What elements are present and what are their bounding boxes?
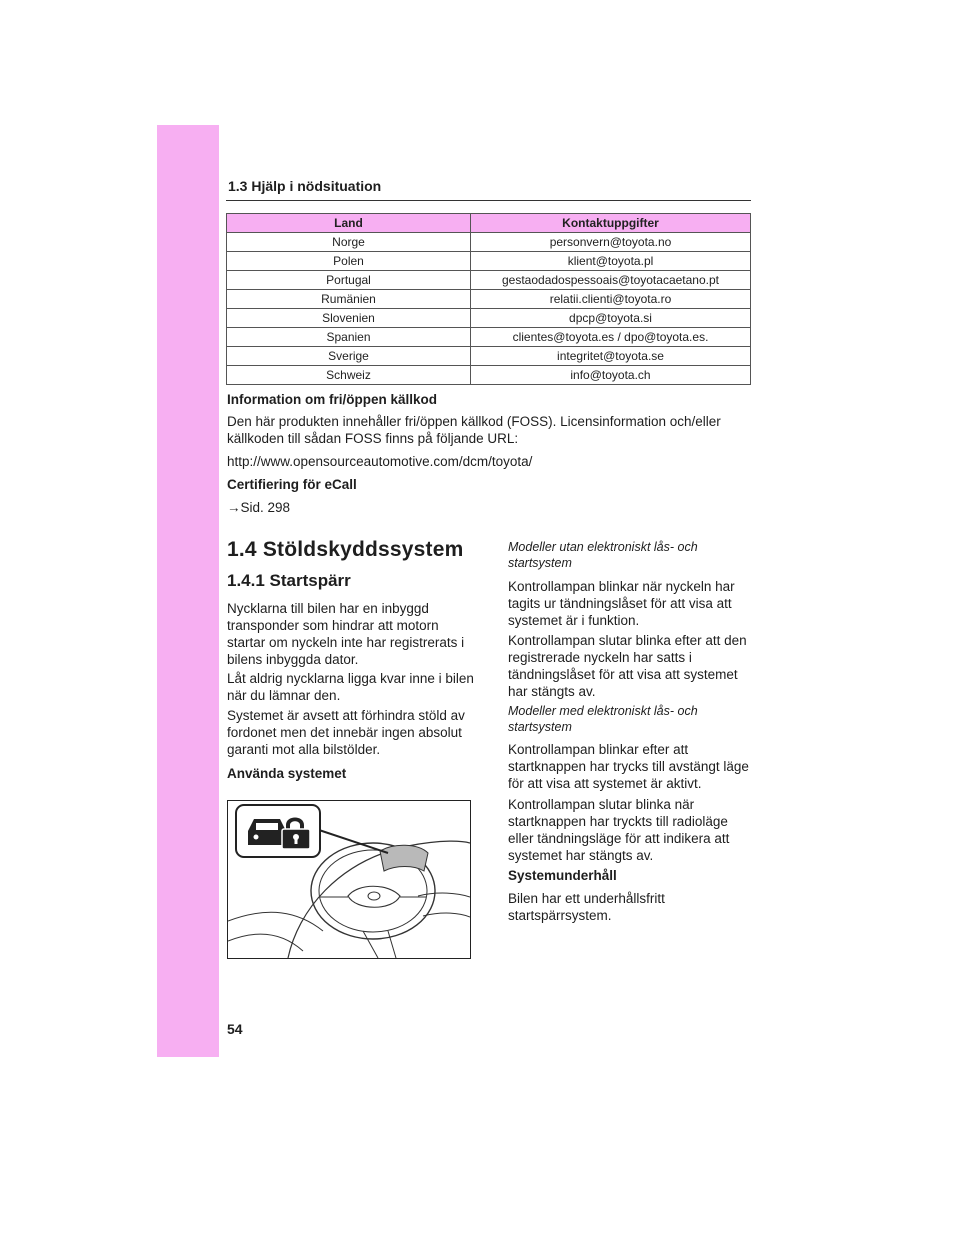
text-line: fordonet men det innebär ingen absolut	[227, 725, 462, 740]
text-line: Modeller med elektroniskt lås- och	[508, 704, 698, 718]
text-line: garanti mot alla bilstölder.	[227, 742, 381, 757]
text-line: eller tändningsläge för att indikera att	[508, 831, 730, 846]
text-line: transponder som hindrar att motorn	[227, 618, 439, 633]
table-row	[227, 290, 751, 309]
text-line: för att visa att systemet är aktivt.	[508, 776, 702, 791]
text-line: Modeller utan elektroniskt lås- och	[508, 540, 698, 554]
models-without-keyless-label	[508, 539, 698, 571]
stop-blink-paragraph-2	[508, 796, 729, 864]
immobilizer-car-lock-icon	[248, 818, 310, 850]
chapter-title: 1.4 Stöldskyddssystem	[227, 538, 464, 561]
table-row	[227, 309, 751, 328]
text-line: när du lämnar den.	[227, 688, 341, 703]
table-header-row	[227, 214, 751, 233]
side-color-band	[157, 125, 219, 1057]
text-line: Kontrollampan slutar blinka när	[508, 797, 695, 812]
blink-paragraph-2	[508, 741, 749, 792]
table-row	[227, 328, 751, 347]
text-line: bilens inbyggda dator.	[227, 652, 359, 667]
text-line: Nycklarna till bilen har en inbyggd	[227, 601, 429, 616]
contact-cell: gestaodadospessoais@toyotacaetano.pt	[471, 271, 751, 290]
country-cell: Rumänien	[227, 290, 471, 309]
table-row	[227, 233, 751, 252]
text-line: Systemet är avsett att förhindra stöld av	[227, 708, 465, 723]
usage-heading: Använda systemet	[227, 766, 347, 781]
text-line: tändningslåset för att visa att systemet	[508, 667, 738, 682]
intro-paragraph	[227, 600, 464, 668]
purpose-paragraph	[227, 707, 465, 758]
ecall-heading: Certifiering för eCall	[227, 477, 357, 492]
contact-cell: integritet@toyota.se	[471, 347, 751, 366]
immobilizer-figure	[227, 800, 471, 959]
text-line: Kontrollampan slutar blinka efter att den	[508, 633, 747, 648]
text-line: Kontrollampan blinkar efter att	[508, 742, 689, 757]
text-line: registrerade nyckeln har satts i	[508, 650, 692, 665]
text-line: tagits ur tändningslåset för att visa att	[508, 596, 732, 611]
table-row	[227, 347, 751, 366]
country-cell: Slovenien	[227, 309, 471, 328]
text-line: Bilen har ett underhållsfritt	[508, 891, 665, 906]
contact-cell: clientes@toyota.es / dpo@toyota.es.	[471, 328, 751, 347]
text-line: startknappen har trycks till avstängt läge	[508, 759, 749, 774]
text-line: startknappen har tryckts till radioläge	[508, 814, 728, 829]
models-with-keyless-label	[508, 703, 698, 735]
contact-cell: info@toyota.ch	[471, 366, 751, 385]
country-cell: Sverige	[227, 347, 471, 366]
country-cell: Portugal	[227, 271, 471, 290]
dashboard-illustration	[228, 801, 470, 958]
section-header: 1.3 Hjälp i nödsituation	[228, 178, 382, 194]
text-line: Kontrollampan blinkar när nyckeln har	[508, 579, 735, 594]
text-line: startsystem	[508, 720, 572, 734]
contact-cell: relatii.clienti@toyota.ro	[471, 290, 751, 309]
country-cell: Schweiz	[227, 366, 471, 385]
chapter-subtitle: 1.4.1 Startspärr	[227, 571, 351, 590]
text-line: Låt aldrig nycklarna ligga kvar inne i bilen	[227, 671, 474, 686]
stop-blink-paragraph-1	[508, 632, 747, 700]
contact-cell: dpcp@toyota.si	[471, 309, 751, 328]
ecall-page-ref[interactable]: →Sid. 298	[227, 500, 291, 515]
maintenance-paragraph	[508, 890, 665, 924]
table-header-contact: Kontaktuppgifter	[471, 214, 751, 233]
foss-heading: Information om fri/öppen källkod	[227, 392, 438, 407]
country-cell: Spanien	[227, 328, 471, 347]
text-line: systemet är i funktion.	[508, 613, 640, 628]
text-line: startsystem	[508, 556, 572, 570]
text-line: startar om nyckeln inte har registrerats i	[227, 635, 465, 650]
text-line: har stängts av.	[508, 684, 596, 699]
maintenance-heading: Systemunderhåll	[508, 868, 617, 883]
table-header-land: Land	[227, 214, 471, 233]
foss-body-line1: Den här produkten innehåller fri/öppen källkod (FOSS). Licensinformation och/eller	[227, 414, 721, 429]
contact-cell: personvern@toyota.no	[471, 233, 751, 252]
text-line: startspärrsystem.	[508, 908, 612, 923]
blink-paragraph-1	[508, 578, 735, 629]
contact-cell: klient@toyota.pl	[471, 252, 751, 271]
foss-url[interactable]: http://www.opensourceautomotive.com/dcm/toyota/	[227, 454, 533, 469]
text-line: systemet har stängts av.	[508, 848, 654, 863]
foss-body-line2: källkoden till sådan FOSS finns på följande URL:	[227, 431, 519, 446]
page-number: 54	[227, 1021, 243, 1037]
country-cell: Norge	[227, 233, 471, 252]
table-row	[227, 271, 751, 290]
table-row	[227, 252, 751, 271]
header-divider	[226, 200, 751, 201]
warning-paragraph	[227, 670, 474, 704]
table-row	[227, 366, 751, 385]
country-cell: Polen	[227, 252, 471, 271]
contacts-table	[226, 213, 751, 385]
